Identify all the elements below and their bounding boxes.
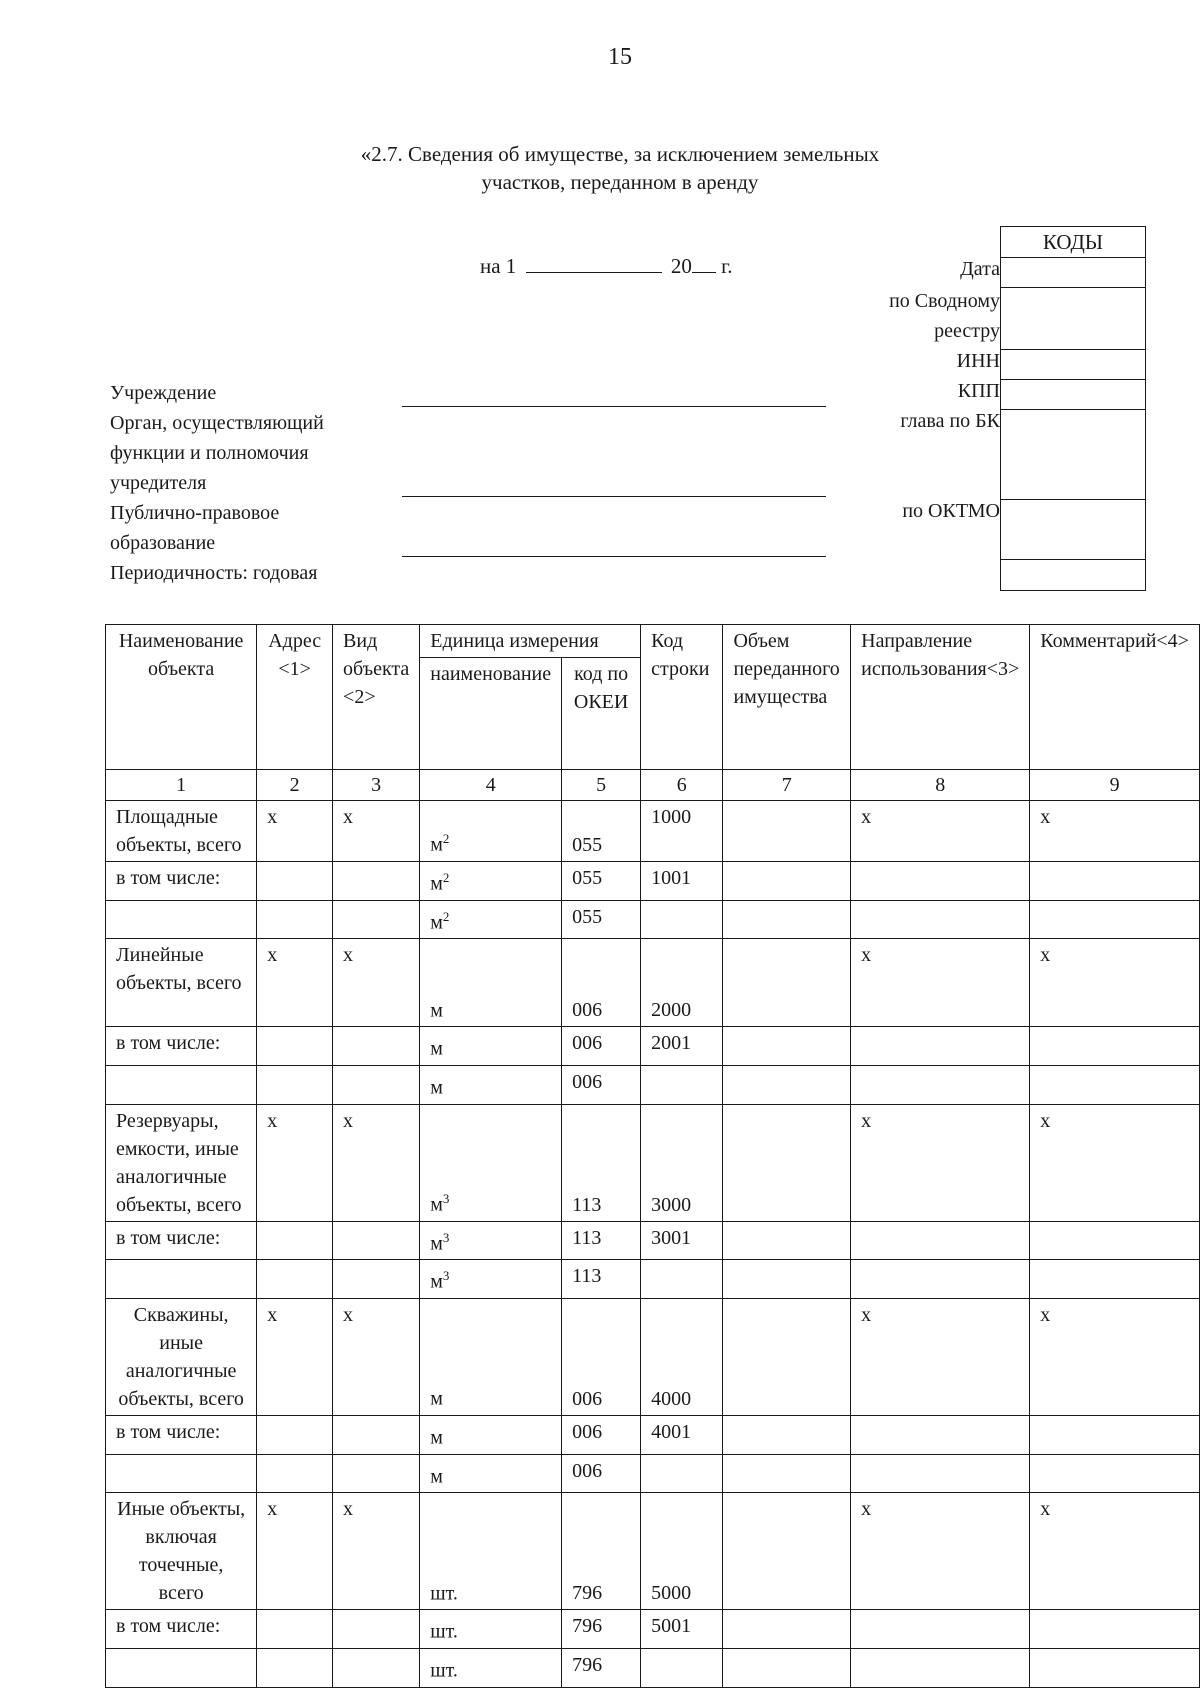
- cell-row-code: 3000: [641, 1104, 723, 1221]
- code-inn-cell[interactable]: [1001, 350, 1145, 380]
- cell-row-code: 5001: [641, 1610, 723, 1649]
- code-label-date: Дата: [960, 258, 1000, 280]
- cell-volume[interactable]: [723, 801, 851, 862]
- cell-address[interactable]: [257, 1065, 333, 1104]
- cell-row-code: 3001: [641, 1221, 723, 1260]
- unit-text: м: [430, 1037, 443, 1060]
- table-row-subtotal: [106, 1027, 1200, 1066]
- cell-direction[interactable]: [851, 900, 1030, 939]
- table-row-total: [106, 801, 1200, 862]
- col-header-type: Вид объекта <2>: [333, 625, 420, 770]
- cell-direction[interactable]: [851, 1065, 1030, 1104]
- unit-text: м: [430, 1232, 443, 1255]
- cell-volume[interactable]: [723, 1260, 851, 1299]
- cell-comment-x: х: [1030, 801, 1200, 862]
- cell-object-name: Резервуары, емкости, иные аналогичные объекты, всего: [106, 1104, 257, 1221]
- table-row-subtotal: [106, 1221, 1200, 1260]
- cell-row-code: [641, 1065, 723, 1104]
- cell-type[interactable]: [333, 1027, 420, 1066]
- cell-address[interactable]: [257, 1415, 333, 1454]
- cell-row-code: 1000: [641, 801, 723, 862]
- cell-type[interactable]: [333, 1454, 420, 1493]
- cell-type-x: х: [333, 939, 420, 1027]
- col-header-row-code: Код строки: [641, 625, 723, 770]
- cell-row-code: 4001: [641, 1415, 723, 1454]
- col-header-address: Адрес <1>: [257, 625, 333, 770]
- cell-row-code: 5000: [641, 1493, 723, 1610]
- cell-comment-x: х: [1030, 1493, 1200, 1610]
- cell-volume[interactable]: [723, 1610, 851, 1649]
- cell-comment[interactable]: [1030, 1065, 1200, 1104]
- cell-okei-code: 796: [562, 1610, 641, 1649]
- unit-text: м: [430, 1387, 443, 1410]
- cell-volume[interactable]: [723, 1065, 851, 1104]
- cell-unit-name: [420, 900, 562, 939]
- field-organ-line[interactable]: [402, 496, 826, 497]
- cell-type-x: х: [333, 801, 420, 862]
- form-title-line2: участков, переданном в аренду: [481, 170, 759, 194]
- code-kpp-cell[interactable]: [1001, 380, 1145, 410]
- cell-comment[interactable]: [1030, 1260, 1200, 1299]
- year-suffix: г.: [721, 254, 733, 278]
- cell-type[interactable]: [333, 862, 420, 901]
- cell-type-x: х: [333, 1104, 420, 1221]
- cell-volume[interactable]: [723, 1415, 851, 1454]
- cell-type[interactable]: [333, 1415, 420, 1454]
- unit-text: м: [430, 1270, 443, 1293]
- codes-header: КОДЫ: [1001, 227, 1145, 258]
- field-public-label-1: Публично-правовое: [110, 502, 280, 524]
- cell-comment-x: х: [1030, 1104, 1200, 1221]
- code-date-cell[interactable]: [1001, 258, 1145, 288]
- cell-unit-name: [420, 862, 562, 901]
- col-number: 9: [1030, 770, 1200, 801]
- unit-text: м: [430, 1193, 443, 1216]
- cell-unit-name: [420, 1104, 562, 1221]
- col-header-comment: Комментарий<4>: [1030, 625, 1200, 770]
- cell-okei-code: 055: [562, 801, 641, 862]
- cell-unit-name: [420, 1065, 562, 1104]
- cell-okei-code: 055: [562, 862, 641, 901]
- unit-text: м: [430, 911, 443, 934]
- field-public-line[interactable]: [402, 556, 826, 557]
- cell-address-x: х: [257, 1493, 333, 1610]
- cell-address[interactable]: [257, 900, 333, 939]
- unit-text: м: [430, 872, 443, 895]
- cell-volume[interactable]: [723, 1104, 851, 1221]
- cell-volume[interactable]: [723, 862, 851, 901]
- cell-direction-x: х: [851, 1104, 1030, 1221]
- cell-comment-x: х: [1030, 1298, 1200, 1415]
- table-row-detail: [106, 900, 1200, 939]
- unit-sup: 2: [442, 831, 450, 847]
- cell-type[interactable]: [333, 1221, 420, 1260]
- cell-address[interactable]: [257, 1454, 333, 1493]
- cell-type[interactable]: [333, 1648, 420, 1687]
- cell-comment[interactable]: [1030, 862, 1200, 901]
- table-row-detail: [106, 1065, 1200, 1104]
- cell-volume[interactable]: [723, 900, 851, 939]
- unit-text: м: [430, 834, 443, 856]
- code-label-bk: глава по БК: [900, 410, 1000, 432]
- cell-unit-name: [420, 1027, 562, 1066]
- property-table: [105, 624, 1200, 1688]
- cell-object-name[interactable]: [106, 1648, 257, 1687]
- table-row-subtotal: [106, 1415, 1200, 1454]
- unit-sup: 2: [442, 870, 450, 885]
- cell-okei-code: 006: [562, 1298, 641, 1415]
- table-row-total: [106, 939, 1200, 1027]
- table-row-detail: [106, 1648, 1200, 1687]
- col-number: 5: [562, 770, 641, 801]
- cell-row-code: 2001: [641, 1027, 723, 1066]
- unit-text: м: [430, 1076, 443, 1099]
- cell-unit-name: [420, 1454, 562, 1493]
- cell-address[interactable]: [257, 862, 333, 901]
- cell-address-x: х: [257, 801, 333, 862]
- cell-row-code: [641, 1260, 723, 1299]
- form-title: [160, 140, 1080, 196]
- cell-direction-x: х: [851, 801, 1030, 862]
- cell-direction[interactable]: [851, 1648, 1030, 1687]
- cell-row-code: [641, 1454, 723, 1493]
- cell-type[interactable]: [333, 1260, 420, 1299]
- cell-direction[interactable]: [851, 1027, 1030, 1066]
- table-row-subtotal: [106, 1610, 1200, 1649]
- cell-address[interactable]: [257, 1648, 333, 1687]
- code-label-oktmo: по ОКТМО: [902, 500, 1000, 522]
- col-header-unit-name: наименование: [420, 658, 562, 770]
- unit-sup: 3: [442, 1268, 450, 1284]
- cell-okei-code: 006: [562, 1027, 641, 1066]
- cell-okei-code: 006: [562, 1415, 641, 1454]
- cell-row-code: 1001: [641, 862, 723, 901]
- code-periodicity-cell[interactable]: [1001, 560, 1145, 590]
- table-row-detail: [106, 1454, 1200, 1493]
- unit-text: м: [430, 1465, 443, 1488]
- unit-text: м: [430, 1426, 443, 1449]
- cell-object-name[interactable]: [106, 1065, 257, 1104]
- cell-okei-code: 113: [562, 1104, 641, 1221]
- cell-address[interactable]: [257, 1221, 333, 1260]
- cell-unit-name: [420, 1298, 562, 1415]
- report-date-line: [480, 254, 733, 279]
- cell-row-code: 2000: [641, 939, 723, 1027]
- cell-okei-code: 006: [562, 1454, 641, 1493]
- cell-object-name: Иные объекты, включая точечные, всего: [106, 1493, 257, 1610]
- col-number: 6: [641, 770, 723, 801]
- col-number: 2: [257, 770, 333, 801]
- cell-object-name: в том числе:: [106, 862, 257, 901]
- cell-volume[interactable]: [723, 1454, 851, 1493]
- cell-object-name: в том числе:: [106, 1610, 257, 1649]
- cell-direction[interactable]: [851, 1415, 1030, 1454]
- cell-okei-code: 055: [562, 900, 641, 939]
- cell-object-name[interactable]: [106, 1260, 257, 1299]
- field-organ-label-3: учредителя: [110, 472, 207, 494]
- cell-type[interactable]: [333, 1610, 420, 1649]
- unit-text: шт.: [430, 1582, 458, 1605]
- year-blank[interactable]: [692, 254, 716, 273]
- table-row-detail: [106, 1260, 1200, 1299]
- col-header-name: Наименование объекта: [106, 625, 257, 770]
- col-number: 1: [106, 770, 257, 801]
- cell-unit-name: [420, 1493, 562, 1610]
- cell-comment[interactable]: [1030, 1221, 1200, 1260]
- cell-comment[interactable]: [1030, 1415, 1200, 1454]
- col-header-unit: Единица измерения: [420, 625, 641, 658]
- field-organ-label-2: функции и полномочия: [110, 442, 309, 464]
- code-label-inn: ИНН: [956, 350, 1000, 372]
- col-header-unit-code: код по ОКЕИ: [562, 658, 641, 770]
- cell-direction[interactable]: [851, 1260, 1030, 1299]
- cell-comment[interactable]: [1030, 1027, 1200, 1066]
- page-number: 15: [608, 44, 632, 70]
- cell-address[interactable]: [257, 1027, 333, 1066]
- cell-direction-x: х: [851, 1298, 1030, 1415]
- unit-text: шт.: [430, 1659, 458, 1682]
- cell-object-name: в том числе:: [106, 1027, 257, 1066]
- cell-unit-name: [420, 1415, 562, 1454]
- date-prefix: на 1: [480, 254, 517, 278]
- cell-object-name: Скважины, иные аналогичные объекты, всего: [106, 1298, 257, 1415]
- cell-object-name: Линейные объекты, всего: [106, 939, 257, 1027]
- unit-sup: 3: [442, 1190, 450, 1206]
- cell-comment-x: х: [1030, 939, 1200, 1027]
- cell-address[interactable]: [257, 1610, 333, 1649]
- cell-object-name: в том числе:: [106, 1221, 257, 1260]
- cell-object-name: в том числе:: [106, 1415, 257, 1454]
- cell-volume[interactable]: [723, 939, 851, 1027]
- cell-direction-x: х: [851, 939, 1030, 1027]
- cell-okei-code: 113: [562, 1221, 641, 1260]
- cell-comment[interactable]: [1030, 1610, 1200, 1649]
- code-label-kpp: КПП: [957, 380, 1000, 402]
- cell-direction[interactable]: [851, 1454, 1030, 1493]
- cell-okei-code: 796: [562, 1648, 641, 1687]
- year-prefix: 20: [670, 254, 692, 278]
- cell-comment[interactable]: [1030, 1648, 1200, 1687]
- unit-sup: 3: [442, 1229, 450, 1245]
- code-oktmo-cell[interactable]: [1001, 500, 1145, 560]
- code-label-registry-2: реестру: [934, 320, 1000, 342]
- unit-sup: 2: [442, 908, 450, 924]
- cell-row-code: [641, 900, 723, 939]
- cell-volume[interactable]: [723, 1493, 851, 1610]
- table-row-total: [106, 1104, 1200, 1221]
- cell-object-name: Площадные объекты, всего: [106, 801, 257, 862]
- field-organ-label-1: Орган, осуществляющий: [110, 412, 324, 434]
- cell-direction-x: х: [851, 1493, 1030, 1610]
- cell-address-x: х: [257, 1104, 333, 1221]
- cell-direction[interactable]: [851, 862, 1030, 901]
- cell-address-x: х: [257, 1298, 333, 1415]
- cell-unit-name: [420, 939, 562, 1027]
- cell-volume[interactable]: [723, 1221, 851, 1260]
- cell-okei-code: 006: [562, 1065, 641, 1104]
- form-title-line1: «2.7. Сведения об имуществе, за исключением земельных: [360, 142, 880, 166]
- col-number: 7: [723, 770, 851, 801]
- cell-comment[interactable]: [1030, 900, 1200, 939]
- cell-okei-code: 113: [562, 1260, 641, 1299]
- cell-okei-code: 796: [562, 1493, 641, 1610]
- cell-unit-name: [420, 1648, 562, 1687]
- field-institution-label: Учреждение: [110, 382, 217, 404]
- table-row-total: [106, 1298, 1200, 1415]
- col-header-volume: Объем переданного имущества: [723, 625, 851, 770]
- cell-row-code: 4000: [641, 1298, 723, 1415]
- cell-unit-name: [420, 801, 562, 862]
- table-row-total: [106, 1493, 1200, 1610]
- code-bk-cell[interactable]: [1001, 410, 1145, 500]
- unit-text: м: [430, 999, 443, 1022]
- cell-volume[interactable]: [723, 1027, 851, 1066]
- cell-object-name[interactable]: [106, 1454, 257, 1493]
- cell-volume[interactable]: [723, 1298, 851, 1415]
- cell-address[interactable]: [257, 1260, 333, 1299]
- cell-direction[interactable]: [851, 1221, 1030, 1260]
- cell-direction[interactable]: [851, 1610, 1030, 1649]
- cell-type-x: х: [333, 1298, 420, 1415]
- cell-type[interactable]: [333, 900, 420, 939]
- code-label-registry-1: по Сводному: [889, 290, 1000, 312]
- cell-unit-name: [420, 1221, 562, 1260]
- date-blank[interactable]: [526, 254, 662, 273]
- field-public-label-2: образование: [110, 532, 216, 554]
- cell-okei-code: 006: [562, 939, 641, 1027]
- cell-type-x: х: [333, 1493, 420, 1610]
- col-number: 3: [333, 770, 420, 801]
- col-number: 4: [420, 770, 562, 801]
- cell-type[interactable]: [333, 1065, 420, 1104]
- cell-unit-name: [420, 1260, 562, 1299]
- col-header-direction: Направление использования<3>: [851, 625, 1030, 770]
- col-number: 8: [851, 770, 1030, 801]
- cell-address-x: х: [257, 939, 333, 1027]
- table-row-subtotal: [106, 862, 1200, 901]
- field-institution-line[interactable]: [402, 406, 826, 407]
- code-registry-cell[interactable]: [1001, 288, 1145, 350]
- cell-comment[interactable]: [1030, 1454, 1200, 1493]
- unit-text: шт.: [430, 1620, 458, 1643]
- cell-object-name[interactable]: [106, 900, 257, 939]
- cell-row-code: [641, 1648, 723, 1687]
- cell-unit-name: [420, 1610, 562, 1649]
- cell-volume[interactable]: [723, 1648, 851, 1687]
- field-periodicity-label: Периодичность: годовая: [110, 562, 318, 584]
- codes-box: [1000, 226, 1146, 591]
